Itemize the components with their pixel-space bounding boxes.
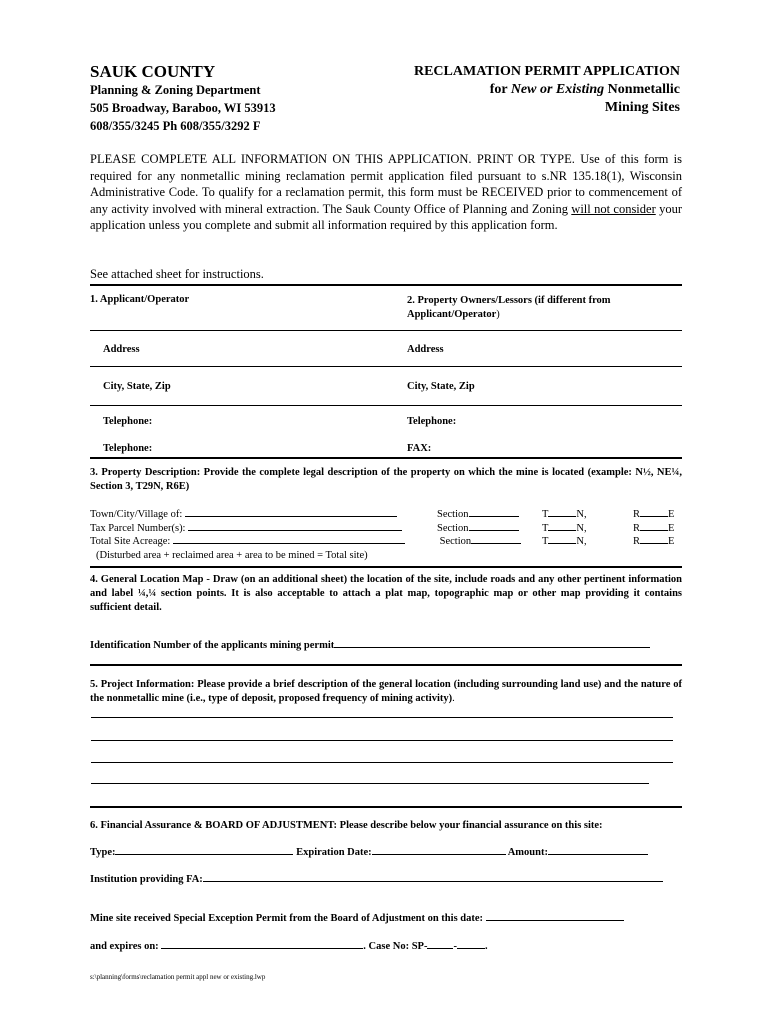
type-label: Type: bbox=[90, 847, 116, 858]
institution-row bbox=[90, 874, 663, 885]
section-input[interactable] bbox=[471, 543, 521, 544]
n-suffix: N, bbox=[576, 536, 587, 547]
project-info-line[interactable] bbox=[91, 783, 649, 784]
case-input-1[interactable] bbox=[427, 948, 453, 949]
township-input[interactable] bbox=[548, 543, 576, 544]
owner-label-bold: 2. Property Owners/Lessors (if different from Applicant/Operator bbox=[407, 295, 611, 320]
range-input[interactable] bbox=[640, 530, 668, 531]
section5-heading bbox=[90, 678, 682, 706]
subtitle-suffix: Nonmetallic bbox=[604, 82, 680, 97]
divider bbox=[90, 566, 682, 568]
owner-city-field[interactable]: City, State, Zip bbox=[407, 381, 475, 392]
divider bbox=[90, 664, 682, 666]
subtitle-prefix: for bbox=[489, 82, 511, 97]
divider bbox=[90, 330, 682, 331]
case-end: . bbox=[484, 941, 488, 952]
t-label: T bbox=[542, 522, 549, 534]
owner-fax-field[interactable]: FAX: bbox=[407, 443, 432, 454]
e-suffix: E bbox=[668, 522, 675, 534]
expires-input[interactable] bbox=[161, 948, 363, 949]
parcel-label: Tax Parcel Number(s): bbox=[90, 522, 186, 534]
owner-telephone-field[interactable]: Telephone: bbox=[407, 416, 457, 427]
township-fields bbox=[542, 508, 587, 549]
applicant-address-field[interactable]: Address bbox=[103, 344, 140, 355]
t-label: T bbox=[542, 536, 549, 547]
r-label: R bbox=[633, 536, 641, 547]
intro-text-1: PLEASE COMPLETE ALL INFORMATION ON THIS APPLICATION. PRINT OR TYPE. Use of this form is required for any nonmetallic mining reclamation permit application filed pursuant to s.NR 135.18(1), Wisconsin Administrative Code. To qualify for a reclamation permit, this form must be RECEIVED prior to commencement of any activity involved with mineral extraction. The Sauk County Office of Planning and Zoning bbox=[90, 152, 682, 216]
n-suffix: N, bbox=[576, 509, 587, 520]
section6-heading: 6. Financial Assurance & BOARD OF ADJUSTMENT: Please describe below your financial assurance on this site: bbox=[90, 820, 603, 831]
project-info-line[interactable] bbox=[91, 740, 673, 741]
section4-heading: 4. General Location Map - Draw (on an additional sheet) the location of the site, include roads and any other pertinent information and label ¼,¼ section points. It is also acceptable to attach a plat map, topographic map or other map providing it contains sufficient detail. bbox=[90, 574, 682, 613]
r-label: R bbox=[633, 522, 641, 534]
form-title: RECLAMATION PERMIT APPLICATION bbox=[413, 64, 680, 79]
department-phone: 608/355/3245 Ph 608/355/3292 F bbox=[90, 119, 261, 133]
n-suffix: N, bbox=[576, 522, 587, 534]
section5-heading-text: 5. Project Information: Please provide a brief description of the general location (including surrounding land use) and the nature of the nonmetallic mine (i.e., type of deposit, proposed frequency of mining activity) bbox=[90, 679, 682, 704]
expires-row bbox=[90, 941, 488, 952]
section-label: Section bbox=[437, 522, 469, 534]
expiration-label: Expiration Date: bbox=[296, 847, 372, 858]
town-label: Town/City/Village of: bbox=[90, 509, 183, 520]
permit-id-label: Identification Number of the applicants mining permit bbox=[90, 640, 335, 651]
divider bbox=[90, 284, 682, 286]
department-name: Planning & Zoning Department bbox=[90, 83, 261, 97]
t-label: T bbox=[542, 509, 549, 520]
county-name: SAUK COUNTY bbox=[90, 62, 216, 81]
town-row bbox=[90, 508, 430, 522]
r-label: R bbox=[633, 509, 641, 520]
range-input[interactable] bbox=[640, 543, 668, 544]
section3-heading: 3. Property Description: Provide the complete legal description of the property on which the mine is located (example: N½, NE¼, Section 3, T29N, R6E) bbox=[90, 467, 682, 492]
amount-input[interactable] bbox=[548, 854, 648, 855]
e-suffix: E bbox=[668, 536, 675, 547]
divider bbox=[90, 366, 682, 367]
divider bbox=[90, 457, 682, 459]
form-subtitle bbox=[490, 82, 680, 98]
acreage-note: (Disturbed area + reclaimed area + area to be mined = Total site) bbox=[96, 549, 368, 561]
section-label: Section bbox=[437, 509, 469, 520]
applicant-telephone-field[interactable]: Telephone: bbox=[103, 416, 153, 427]
exception-date-input[interactable] bbox=[486, 920, 624, 921]
property-fields bbox=[90, 508, 430, 562]
expires-label: and expires on: bbox=[90, 941, 159, 952]
project-info-line[interactable] bbox=[91, 717, 673, 718]
township-input[interactable] bbox=[548, 530, 576, 531]
case-sep: - bbox=[453, 941, 457, 952]
township-input[interactable] bbox=[548, 516, 576, 517]
intro-text-2: your application unless you complete and submit all information required by this application form. bbox=[90, 201, 683, 232]
project-info-line[interactable] bbox=[91, 762, 673, 763]
intro-underlined: will not consider bbox=[571, 201, 656, 216]
subtitle-italic: New or Existing bbox=[510, 82, 605, 97]
section-input[interactable] bbox=[469, 530, 519, 531]
form-subtitle-2: Mining Sites bbox=[604, 100, 680, 115]
amount-label: Amount: bbox=[507, 847, 548, 858]
range-input[interactable] bbox=[640, 516, 668, 517]
divider bbox=[90, 806, 682, 808]
applicant-telephone2-field[interactable]: Telephone: bbox=[103, 443, 153, 454]
department-address: 505 Broadway, Baraboo, WI 53913 bbox=[90, 101, 276, 115]
owner-address-field[interactable]: Address bbox=[407, 344, 444, 355]
case-input-2[interactable] bbox=[457, 948, 485, 949]
acreage-label: Total Site Acreage: bbox=[90, 536, 171, 547]
parcel-row bbox=[90, 522, 430, 536]
financial-row bbox=[90, 847, 648, 858]
section-input[interactable] bbox=[469, 516, 519, 517]
permit-id-row bbox=[90, 640, 650, 651]
permit-id-input[interactable] bbox=[334, 647, 650, 648]
applicant-label: 1. Applicant/Operator bbox=[90, 294, 190, 305]
exception-row bbox=[90, 913, 624, 924]
applicant-city-field[interactable]: City, State, Zip bbox=[103, 381, 171, 392]
range-fields bbox=[633, 508, 674, 549]
institution-input[interactable] bbox=[203, 881, 663, 882]
acreage-input[interactable] bbox=[173, 543, 405, 544]
case-label: . Case No: SP- bbox=[363, 941, 428, 952]
exception-label: Mine site received Special Exception Permit from the Board of Adjustment on this date: bbox=[90, 913, 484, 924]
institution-label: Institution providing FA: bbox=[90, 874, 203, 885]
section5-heading-end: . bbox=[452, 693, 455, 704]
parcel-input[interactable] bbox=[188, 530, 402, 531]
e-suffix: E bbox=[668, 509, 675, 520]
acreage-row bbox=[90, 535, 430, 549]
section-fields bbox=[437, 508, 521, 549]
owner-label-paren: ) bbox=[496, 309, 500, 320]
owner-label bbox=[407, 294, 647, 322]
footer-path: s:\planning\forms\reclamation permit appl new or existing.lwp bbox=[90, 973, 266, 981]
type-input[interactable] bbox=[115, 854, 293, 855]
expiration-input[interactable] bbox=[372, 854, 506, 855]
intro-paragraph bbox=[90, 151, 682, 234]
see-attached-note: See attached sheet for instructions. bbox=[90, 267, 264, 281]
town-input[interactable] bbox=[185, 516, 397, 517]
section-label: Section bbox=[439, 536, 472, 547]
divider bbox=[90, 405, 682, 406]
